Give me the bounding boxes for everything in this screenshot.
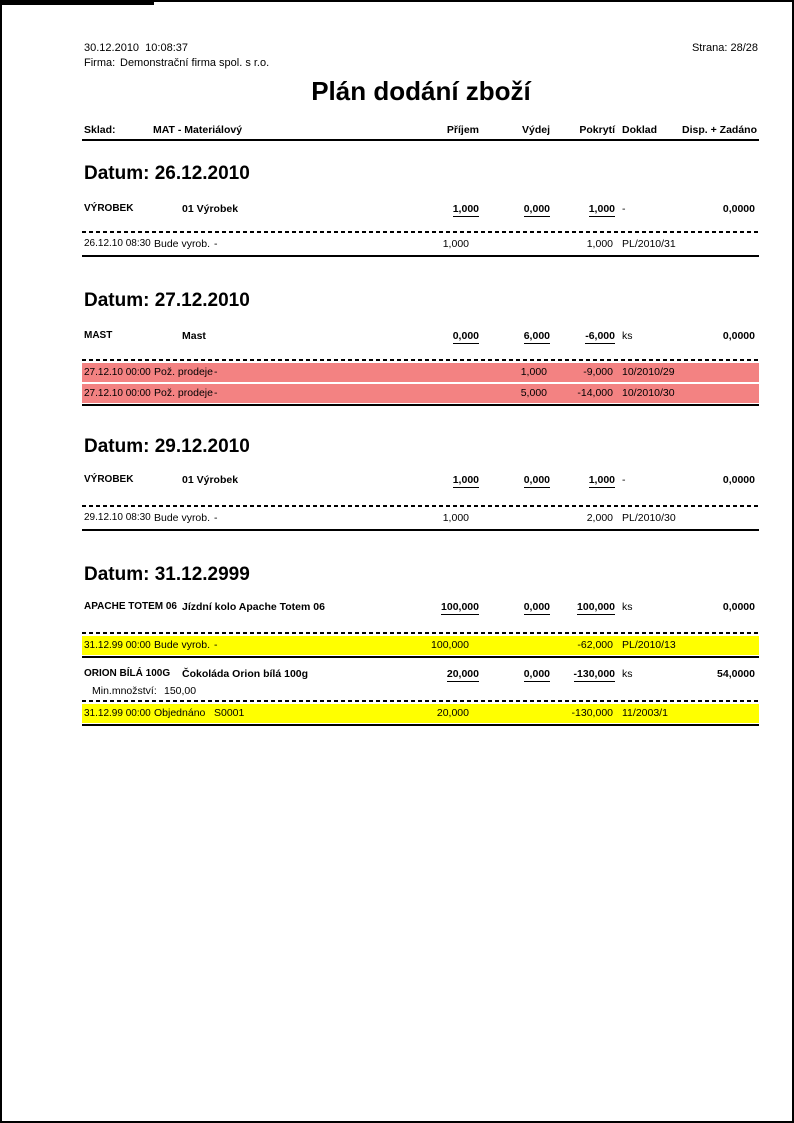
header-rule xyxy=(82,139,759,141)
min-quantity-row xyxy=(82,684,759,698)
underlined-value: 0,000 xyxy=(523,474,550,486)
product-name: 01 Výrobek xyxy=(182,203,239,215)
product-prijem xyxy=(453,202,479,216)
underlined-value: -6,000 xyxy=(585,330,615,342)
col-disp-zadano: Disp. + Zadáno xyxy=(682,124,757,136)
product-vydej xyxy=(524,329,550,343)
product-pokryti xyxy=(577,600,615,614)
detail-vydej: 1,000 xyxy=(520,366,547,378)
detail-code: - xyxy=(214,238,218,250)
detail-doklad: 11/2003/1 xyxy=(622,707,668,719)
detail-row-highlight-yellow xyxy=(82,704,759,723)
detail-code: - xyxy=(214,639,218,651)
date-heading: Datum: 27.12.2010 xyxy=(84,290,250,311)
detail-doklad: PL/2010/30 xyxy=(622,512,676,524)
detail-doklad: 10/2010/29 xyxy=(622,366,675,378)
underlined-value: 0,000 xyxy=(523,601,550,613)
detail-pokryti: 1,000 xyxy=(586,238,613,250)
product-disp: 0,0000 xyxy=(722,330,755,342)
detail-row xyxy=(82,511,759,525)
product-code: APACHE TOTEM 06 xyxy=(84,601,177,612)
detail-datetime: 26.12.10 08:30 xyxy=(84,238,151,249)
detail-pokryti: 2,000 xyxy=(586,512,613,524)
product-code: MAST xyxy=(84,330,113,341)
product-unit: ks xyxy=(622,668,633,680)
firm-name: Demonstrační firma spol. s r.o. xyxy=(120,57,270,69)
product-pokryti xyxy=(574,667,615,681)
product-vydej xyxy=(524,600,550,614)
dashed-rule xyxy=(82,231,759,233)
product-disp: 0,0000 xyxy=(722,601,755,613)
section-rule xyxy=(82,724,759,726)
page-number: Strana: 28/28 xyxy=(691,42,758,54)
product-vydej xyxy=(524,473,550,487)
detail-doklad: PL/2010/13 xyxy=(622,639,676,651)
product-pokryti xyxy=(585,329,615,343)
product-row xyxy=(82,473,759,487)
product-vydej xyxy=(524,202,550,216)
product-row xyxy=(82,667,759,681)
detail-pokryti: -9,000 xyxy=(583,366,613,378)
product-prijem xyxy=(453,329,479,343)
detail-prijem: 20,000 xyxy=(436,707,469,719)
product-name: Čokoláda Orion bílá 100g xyxy=(182,668,309,680)
section-rule xyxy=(82,255,759,257)
underlined-value: 1,000 xyxy=(452,203,479,215)
detail-row-highlight-red xyxy=(82,384,759,403)
section-rule xyxy=(82,404,759,406)
detail-code: S0001 xyxy=(214,707,245,719)
underlined-value: 0,000 xyxy=(523,668,550,680)
detail-vydej: 5,000 xyxy=(520,387,547,399)
underlined-value: 1,000 xyxy=(452,474,479,486)
product-prijem xyxy=(453,473,479,487)
underlined-value: 100,000 xyxy=(441,601,479,613)
col-sklad-value: MAT - Materiálový xyxy=(153,124,243,136)
col-doklad: Doklad xyxy=(622,124,658,136)
underlined-value: -130,000 xyxy=(573,668,615,680)
detail-prijem: 1,000 xyxy=(442,238,469,250)
product-name: 01 Výrobek xyxy=(182,474,239,486)
detail-datetime: 29.12.10 08:30 xyxy=(84,512,151,523)
col-sklad-label: Sklad: xyxy=(84,124,116,136)
product-row xyxy=(82,329,759,343)
section-rule xyxy=(82,529,759,531)
underlined-value: 0,000 xyxy=(523,203,550,215)
detail-prijem: 1,000 xyxy=(442,512,469,524)
date-heading: Datum: 26.12.2010 xyxy=(84,163,250,184)
detail-row-highlight-yellow xyxy=(82,636,759,655)
detail-type: Pož. prodeje xyxy=(154,387,213,399)
underlined-value: 6,000 xyxy=(523,330,550,342)
product-row xyxy=(82,202,759,216)
dashed-rule xyxy=(82,505,759,507)
detail-row xyxy=(82,237,759,251)
product-unit: ks xyxy=(622,330,633,342)
detail-type: Bude vyrob. xyxy=(154,639,211,651)
detail-type: Bude vyrob. xyxy=(154,238,211,250)
detail-pokryti: -130,000 xyxy=(571,707,613,719)
column-header-row xyxy=(82,123,759,137)
detail-datetime: 27.12.10 00:00 xyxy=(84,367,151,378)
min-quantity-label: Min.množství: xyxy=(92,685,157,697)
print-timestamp: 30.12.2010 10:08:37 xyxy=(84,42,188,54)
product-row xyxy=(82,600,759,614)
detail-doklad: 10/2010/30 xyxy=(622,387,675,399)
detail-datetime: 31.12.99 00:00 xyxy=(84,640,151,651)
detail-datetime: 27.12.10 00:00 xyxy=(84,388,151,399)
dashed-rule xyxy=(82,632,759,634)
min-quantity-value: 150,00 xyxy=(164,685,197,697)
section-rule xyxy=(82,656,759,658)
detail-code: - xyxy=(214,512,218,524)
detail-doklad: PL/2010/31 xyxy=(622,238,676,250)
underlined-value: 1,000 xyxy=(588,203,615,215)
product-prijem xyxy=(447,667,479,681)
date-heading: Datum: 31.12.2999 xyxy=(84,564,250,585)
detail-prijem: 100,000 xyxy=(431,639,469,651)
report-title: Plán dodání zboží xyxy=(311,76,531,106)
detail-row-highlight-red xyxy=(82,363,759,382)
report-body xyxy=(82,2,759,1121)
product-name: Jízdní kolo Apache Totem 06 xyxy=(182,601,325,613)
product-code: VÝROBEK xyxy=(84,474,134,485)
dashed-rule xyxy=(82,700,759,702)
detail-pokryti: -14,000 xyxy=(577,387,613,399)
product-name: Mast xyxy=(182,330,206,342)
underlined-value: 1,000 xyxy=(588,474,615,486)
detail-type: Pož. prodeje xyxy=(154,366,213,378)
product-disp: 0,0000 xyxy=(722,474,755,486)
product-code: VÝROBEK xyxy=(84,203,134,214)
detail-code: - xyxy=(214,366,218,378)
detail-type: Objednáno xyxy=(154,707,206,719)
product-disp: 0,0000 xyxy=(722,203,755,215)
product-pokryti xyxy=(589,202,615,216)
product-unit: - xyxy=(622,474,626,486)
detail-datetime: 31.12.99 00:00 xyxy=(84,708,151,719)
product-vydej xyxy=(524,667,550,681)
col-prijem: Příjem xyxy=(446,124,479,136)
date-heading: Datum: 29.12.2010 xyxy=(84,436,250,457)
firm-label: Firma: xyxy=(84,57,116,69)
col-vydej: Výdej xyxy=(521,124,550,136)
detail-code: - xyxy=(214,387,218,399)
product-prijem xyxy=(441,600,479,614)
underlined-value: 100,000 xyxy=(577,601,615,613)
detail-pokryti: -62,000 xyxy=(577,639,613,651)
product-unit: - xyxy=(622,203,626,215)
product-pokryti xyxy=(589,473,615,487)
product-disp: 54,0000 xyxy=(717,668,755,680)
product-code: ORION BÍLÁ 100G xyxy=(84,668,171,679)
detail-type: Bude vyrob. xyxy=(154,512,211,524)
product-unit: ks xyxy=(622,601,633,613)
underlined-value: 0,000 xyxy=(452,330,479,342)
underlined-value: 20,000 xyxy=(446,668,479,680)
dashed-rule xyxy=(82,359,759,361)
col-pokryti: Pokrytí xyxy=(579,124,615,136)
